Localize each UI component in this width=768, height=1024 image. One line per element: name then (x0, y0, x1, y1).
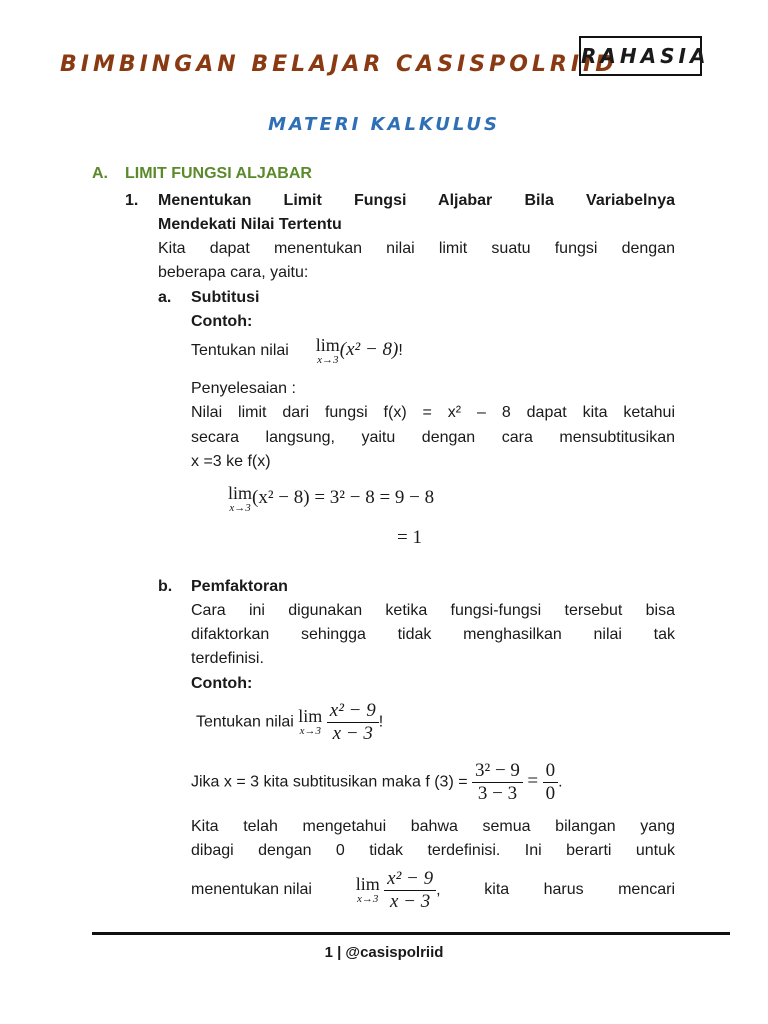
footer-divider (92, 932, 730, 935)
subB-note-lim-word: lim (355, 874, 380, 895)
subB-note-frac-num: x² − 9 (384, 868, 436, 891)
subB-note-limit (356, 875, 380, 905)
subB-note-line3-expr (356, 868, 441, 913)
subB-title: Pemfaktoran (191, 578, 288, 595)
subB-frac-num: x² − 9 (327, 700, 379, 723)
subA-marker: a. (158, 289, 172, 306)
item1-title-line1: Menentukan Limit Fungsi Aljabar Bila Variabelnya (158, 192, 675, 209)
subB-marker: b. (158, 578, 173, 595)
item1-intro-line2: beberapa cara, yaitu: (158, 264, 309, 281)
subB-note-fraction (384, 868, 436, 913)
subB-note-line3 (191, 868, 675, 913)
subB-note-line2: dibagi dengan 0 tidak terdefinisi. Ini berarti untuk (191, 842, 675, 859)
subB-task-fraction (327, 700, 379, 745)
item1-marker: 1. (125, 192, 139, 209)
subB-subst-end: . (558, 773, 563, 791)
subB-note-line1: Kita telah mengetahui bahwa semua bilangan yang (191, 818, 675, 835)
subB-task-prefix: Tentukan nilai (196, 713, 294, 731)
subB-subst-prefix: Jika x = 3 kita subtitusikan maka f (3) = (191, 773, 468, 791)
subA-title: Subtitusi (191, 289, 260, 306)
section-title: LIMIT FUNGSI ALJABAR (125, 165, 312, 182)
subB-note-line3-suffix: kita harus mencari (484, 881, 675, 899)
subB-frac-den: x − 3 (332, 722, 373, 744)
header-title: BIMBINGAN BELAJAR CASISPOLRIID (60, 52, 618, 77)
subA-lim-word: lim (315, 335, 340, 355)
subB-subst-den: 3 − 3 (477, 782, 518, 804)
subB-task (196, 700, 383, 745)
subB-subst-fraction (472, 760, 523, 805)
subB-subst-eq: = (527, 770, 539, 792)
subA-calc-lim-sub: x→3 (229, 502, 251, 514)
subA-lim-sub: x→3 (317, 354, 339, 366)
subA-calc-lim-word: lim (228, 483, 253, 503)
subA-task-suffix: ! (398, 342, 403, 360)
subB-note-line3-prefix: menentukan nilai (191, 881, 312, 899)
subB-subst-result (543, 760, 559, 805)
subB-desc-line3: terdefinisi. (191, 650, 264, 667)
section-marker: A. (92, 165, 108, 182)
subB-subst-res-den: 0 (545, 782, 556, 804)
page-footer: 1 | @casispolriid (324, 944, 444, 961)
subA-task-prefix: Tentukan nilai (191, 342, 289, 360)
subA-solution-line2: secara langsung, yaitu dengan cara mensubtitusikan (191, 429, 675, 446)
section-heading (92, 165, 312, 183)
confidential-stamp: RAHASIA (579, 36, 702, 76)
item1-title-line2: Mendekati Nilai Tertentu (158, 216, 342, 233)
subA-solution-line1: Nilai limit dari fungsi f(x) = x² – 8 dapat kita ketahui (191, 404, 675, 421)
subA-task (191, 336, 403, 366)
subA-solution-label: Penyelesaian : (191, 380, 296, 397)
subA-calc-line1: (x² − 8) = 3² − 8 = 9 − 8 (252, 487, 435, 509)
subB-note-frac-den: x − 3 (390, 890, 431, 912)
subA-task-expr: (x² − 8) (339, 339, 399, 361)
subB-lim-word: lim (298, 706, 323, 727)
subA-limit (316, 336, 340, 366)
subA-calculation (228, 484, 434, 514)
subA-example-label: Contoh: (191, 313, 253, 330)
subB-desc-line2: difaktorkan sehingga tidak menghasilkan nilai tak (191, 626, 675, 643)
subB-note-line3-comma: , (436, 881, 441, 899)
subB-subst-res-num: 0 (543, 760, 559, 783)
subB-substitution (191, 760, 563, 805)
subB-lim-sub: x→3 (299, 725, 321, 738)
subB-example-label: Contoh: (191, 675, 253, 692)
subA-solution-line3: x =3 ke f(x) (191, 453, 271, 470)
item1-intro-line1: Kita dapat menentukan nilai limit suatu fungsi dengan (158, 240, 675, 257)
subA-calc-line2: = 1 (397, 527, 422, 548)
subB-task-suffix: ! (378, 713, 384, 731)
subB-desc-line1: Cara ini digunakan ketika fungsi-fungsi tersebut bisa (191, 602, 675, 619)
subject-title: MATERI KALKULUS (268, 114, 500, 135)
subB-subst-num: 3² − 9 (472, 760, 523, 783)
subB-limit (298, 707, 322, 737)
subA-calc-limit (228, 484, 252, 514)
subB-note-lim-sub: x→3 (357, 893, 379, 906)
